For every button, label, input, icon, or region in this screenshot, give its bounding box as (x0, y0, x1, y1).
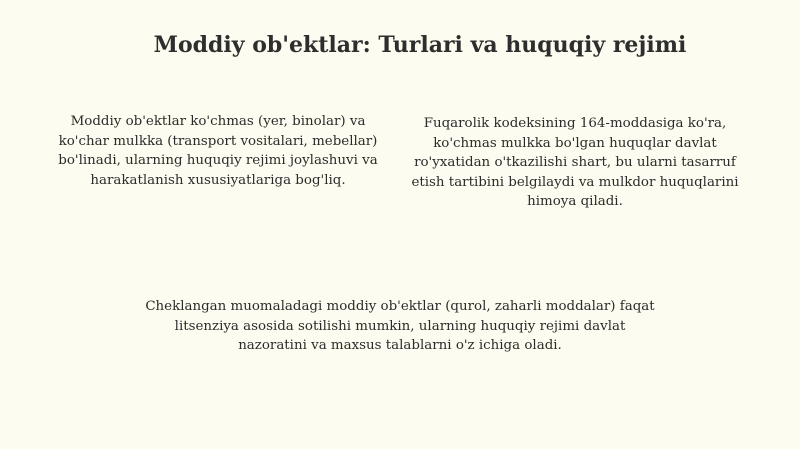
text-block-state-registration: Fuqarolik kodeksining 164-moddasiga ko'ra, ko'chmas mulkka bo'lgan huquqlar davlat ro'yxatidan o'tkazilishi shart, bu ularni tasarruf etish tartibini belgilaydi va mulkdor huquqlarini himoya qiladi. (411, 116, 739, 209)
slide-title: Moddiy ob'ektlar: Turlari va huquqiy rejimi (153, 32, 687, 58)
text-block-restricted-circulation: Cheklangan muomaladagi moddiy ob'ektlar (qurol, zaharli moddalar) faqat litsenziya asosida sotilishi mumkin, ularning huquqiy rejimi davlat nazoratini va maxsus talablarni o'z ichiga oladi. (145, 299, 655, 353)
text-block-property-types: Moddiy ob'ektlar ko'chmas (yer, binolar) va ko'char mulkka (transport vositalari, mebellar) bo'linadi, ularning huquqiy rejimi joylashuvi va harakatlanish xususiyatlariga bog'liq. (58, 114, 378, 188)
